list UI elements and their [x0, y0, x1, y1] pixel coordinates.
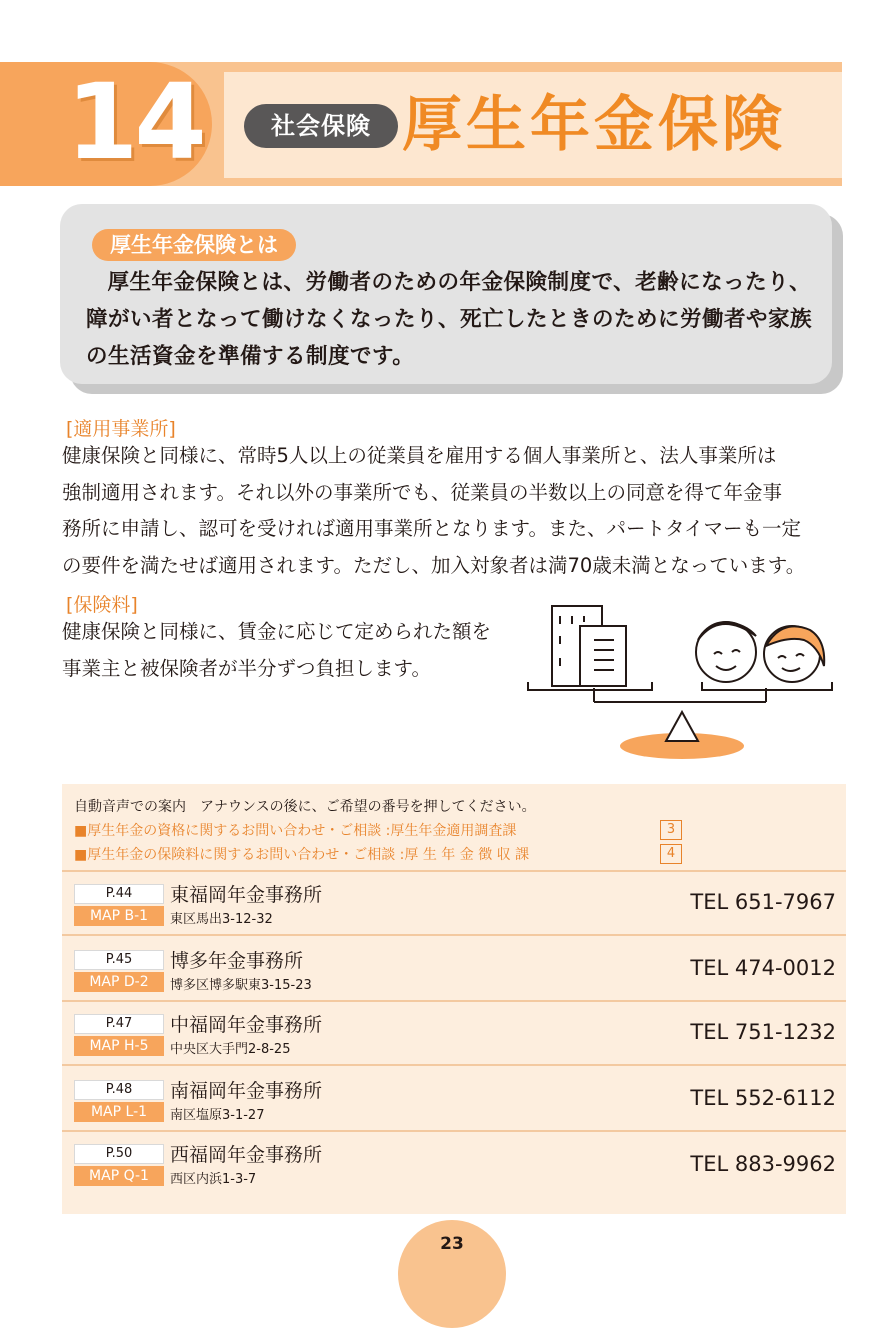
building-icon [552, 606, 626, 686]
page-ref-tag: P.50 [74, 1144, 164, 1164]
section-body-applicable [62, 438, 862, 584]
office-address: 中央区大手門2-8-25 [170, 1042, 291, 1057]
balance-scale-illustration [520, 596, 850, 766]
category-badge: 社会保険 [244, 104, 398, 148]
inquiry-qualification: ■厚生年金の資格に関するお問い合わせ・ご相談 :厚生年金適用調査課 [74, 823, 517, 839]
office-name: 中福岡年金事務所 [170, 1014, 323, 1036]
office-name: 東福岡年金事務所 [170, 884, 323, 906]
body-line: の要件を満たせば適用されます。ただし、加入対象者は満70歳未満となっています。 [62, 553, 806, 577]
map-ref-tag: MAP D-2 [74, 972, 164, 992]
page-ref-tag: P.47 [74, 1014, 164, 1034]
map-ref-tag: MAP B-1 [74, 906, 164, 926]
office-address: 博多区博多駅東3-15-23 [170, 978, 312, 993]
body-line: 事業主と被保険者が半分ずつ負担します。 [62, 656, 431, 680]
body-line: 強制適用されます。それ以外の事業所でも、従業員の半数以上の同意を得て年金事 [62, 480, 782, 504]
inquiry-premium: ■厚生年金の保険料に関するお問い合わせ・ご相談 :厚 生 年 金 徴 収 課 [74, 847, 530, 863]
section-heading-premium: [保険料] [66, 594, 138, 616]
map-ref-tag: MAP L-1 [74, 1102, 164, 1122]
row-divider [62, 870, 846, 872]
page-ref-tag: P.44 [74, 884, 164, 904]
section-body-premium [62, 614, 522, 687]
page-title: 厚生年金保険 [402, 90, 786, 160]
office-phone: TEL 651-7967 [690, 890, 836, 914]
intro-label: 厚生年金保険とは [92, 229, 296, 261]
chapter-number: 14 [66, 61, 203, 183]
office-name: 南福岡年金事務所 [170, 1080, 323, 1102]
office-name: 博多年金事務所 [170, 950, 304, 972]
office-phone: TEL 751-1232 [690, 1020, 836, 1044]
row-divider [62, 934, 846, 936]
body-line: 健康保険と同様に、常時5人以上の従業員を雇用する個人事業所と、法人事業所は [62, 444, 777, 467]
row-divider [62, 1000, 846, 1002]
scale-fulcrum [666, 712, 698, 741]
page-number: 23 [440, 1234, 464, 1254]
page-ref-tag: P.45 [74, 950, 164, 970]
office-address: 東区馬出3-12-32 [170, 912, 273, 927]
map-ref-tag: MAP H-5 [74, 1036, 164, 1056]
body-line: 務所に申請し、認可を受ければ適用事業所となります。また、パートタイマーも一定 [62, 517, 802, 540]
auto-voice-note: 自動音声での案内 アナウンスの後に、ご希望の番号を押してください。 [74, 799, 536, 815]
inquiry-number-box: 4 [660, 844, 682, 864]
row-divider [62, 1064, 846, 1066]
row-divider [62, 1130, 846, 1132]
page-ref-tag: P.48 [74, 1080, 164, 1100]
inquiry-number-box: 3 [660, 820, 682, 840]
office-name: 西福岡年金事務所 [170, 1144, 323, 1166]
office-phone: TEL 883-9962 [690, 1152, 836, 1176]
body-line: 健康保険と同様に、賃金に応じて定められた額を [62, 620, 492, 643]
office-phone: TEL 474-0012 [690, 956, 836, 980]
office-address: 西区内浜1-3-7 [170, 1172, 257, 1187]
map-ref-tag: MAP Q-1 [74, 1166, 164, 1186]
office-phone: TEL 552-6112 [690, 1086, 836, 1110]
office-address: 南区塩原3-1-27 [170, 1108, 265, 1123]
people-icon [696, 622, 824, 682]
intro-text: 厚生年金保険とは、労働者のための年金保険制度で、老齢になったり、障がい者となって働けなくなったり、死亡したときのために労働者や家族の生活資金を準備する制度です。 [86, 270, 813, 369]
section-heading-applicable: [適用事業所] [66, 418, 176, 440]
